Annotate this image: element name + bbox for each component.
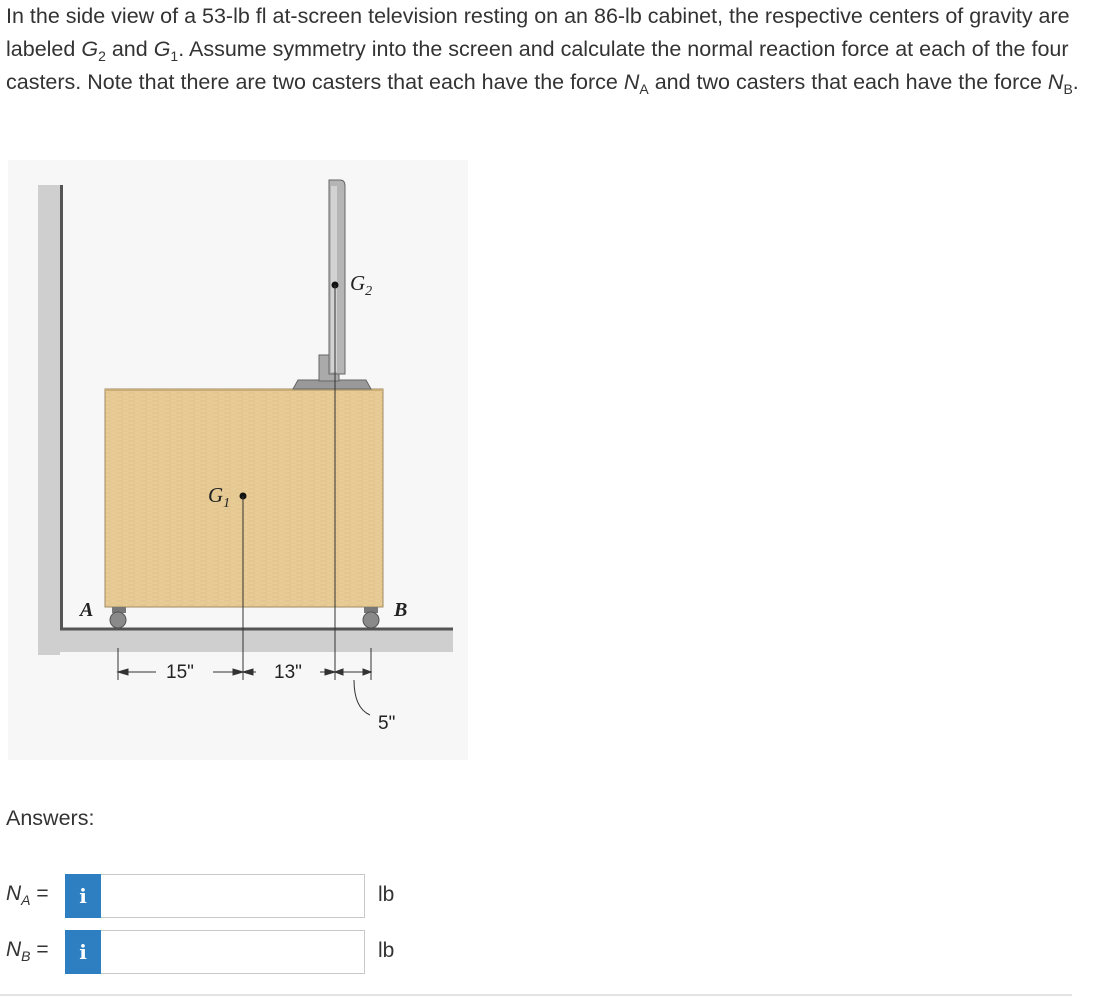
na-label: $N_A$ = (6, 882, 49, 908)
label-g2: $G_2$ (350, 271, 373, 299)
nb-info-button[interactable]: i (65, 930, 101, 974)
dim-13: 13" (274, 662, 302, 683)
answers-heading: Answers: (6, 806, 95, 830)
tv-cabinet-figure (8, 160, 468, 760)
caster-b (363, 607, 379, 628)
label-a: A (80, 599, 94, 621)
divider (0, 994, 1072, 996)
dim-15: 15" (166, 662, 194, 683)
label-g1: $G_1$ (208, 483, 231, 511)
nb-unit: lb (378, 939, 395, 962)
na-answer-input[interactable] (101, 874, 365, 918)
caster-a (110, 607, 126, 628)
na-unit: lb (378, 883, 395, 906)
nb-label: $N_B$ = (6, 938, 49, 964)
answer-row-nb (0, 928, 420, 976)
problem-statement: In the side view of a 53-lb fl at-screen television resting on an 86-lb cabinet, the respective centers of gravity are labeled $G_2$ and $G_1$. Assume symmetry into the screen and calculate the normal reaction force at each of the four casters. Note that there are two casters that each have the force $N_A$ and two casters that each have the force $N_B$. (6, 4, 1079, 97)
wall (38, 185, 63, 655)
dim-5: 5" (378, 713, 396, 734)
floor (38, 629, 453, 652)
na-info-button[interactable]: i (65, 874, 101, 918)
answer-row-na (0, 872, 420, 920)
nb-answer-input[interactable] (101, 930, 365, 974)
label-b: B (394, 599, 408, 621)
